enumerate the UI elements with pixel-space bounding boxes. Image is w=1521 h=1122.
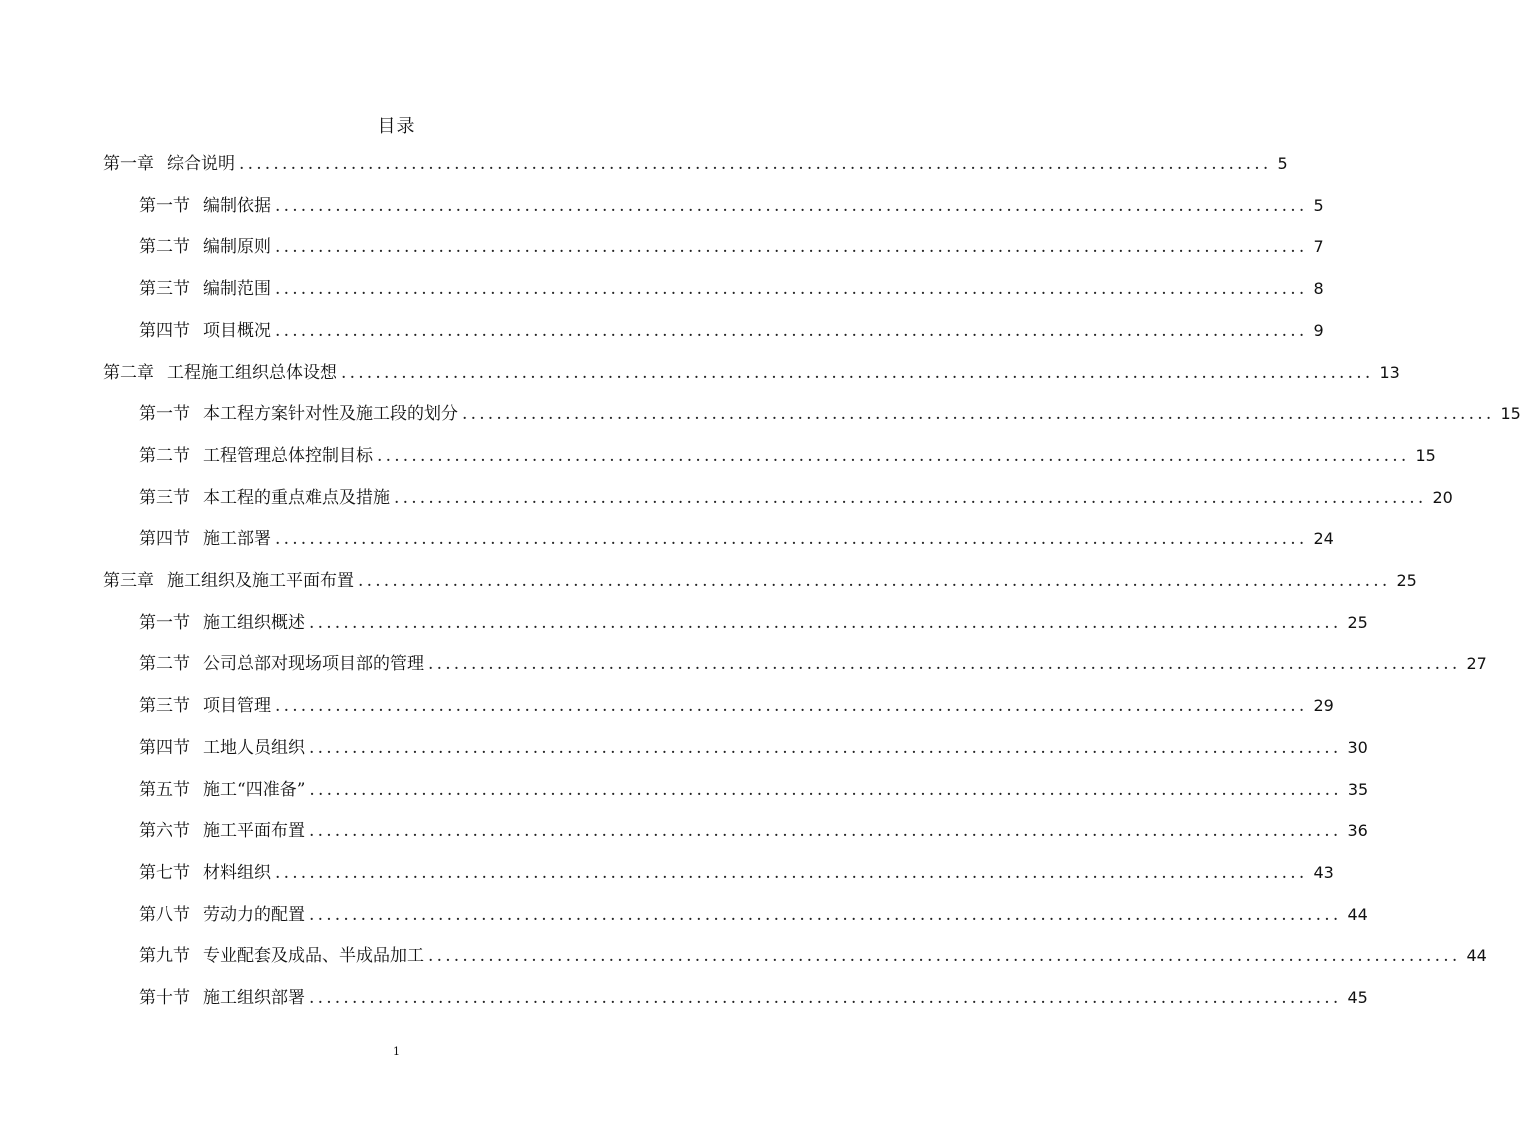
toc-section-entry[interactable] <box>139 194 1324 218</box>
entry-label <box>139 611 305 635</box>
entry-number: 第九节 <box>139 946 190 966</box>
dot-leader: ........................................................................................................................ <box>358 571 1391 591</box>
entry-title: 本工程的重点难点及措施 <box>203 488 390 508</box>
entry-page-number: 8 <box>1313 279 1324 298</box>
toc-section-entry[interactable] <box>139 694 1334 718</box>
entry-page-number: 29 <box>1313 696 1334 715</box>
entry-title: 项目管理 <box>203 696 271 716</box>
entry-title: 施工组织概述 <box>203 613 305 633</box>
dot-leader: ........................................................................................................................ <box>394 488 1427 508</box>
toc-section-entry[interactable] <box>139 861 1334 885</box>
entry-page-number: 9 <box>1313 321 1324 340</box>
dot-leader: ........................................................................................................................ <box>309 613 1342 633</box>
toc-section-entry[interactable] <box>139 444 1436 468</box>
dot-leader: ........................................................................................................................ <box>309 780 1342 800</box>
entry-page-number: 43 <box>1313 863 1334 882</box>
entry-number: 第二节 <box>139 446 190 466</box>
entry-label <box>139 235 271 259</box>
entry-page-number: 5 <box>1277 154 1288 173</box>
toc-section-entry[interactable] <box>139 819 1368 843</box>
dot-leader: ........................................................................................................................ <box>309 821 1342 841</box>
entry-label <box>139 444 373 468</box>
entry-number: 第十节 <box>139 988 190 1008</box>
entry-page-number: 45 <box>1347 988 1368 1007</box>
entry-page-number: 44 <box>1466 946 1487 965</box>
toc-chapter-entry[interactable] <box>103 152 1288 176</box>
entry-page-number: 36 <box>1347 821 1368 840</box>
entry-page-number: 7 <box>1313 237 1324 256</box>
dot-leader: ........................................................................................................................ <box>239 154 1272 174</box>
entry-label <box>139 527 271 551</box>
entry-number: 第一节 <box>139 404 190 424</box>
entry-title: 施工平面布置 <box>203 821 305 841</box>
dot-leader: ........................................................................................................................ <box>309 988 1342 1008</box>
entry-number: 第二节 <box>139 654 190 674</box>
entry-number: 第一节 <box>139 196 190 216</box>
entry-title: 施工组织及施工平面布置 <box>167 571 354 591</box>
entry-page-number: 25 <box>1396 571 1417 590</box>
dot-leader: ........................................................................................................................ <box>275 529 1308 549</box>
toc-section-entry[interactable] <box>139 319 1324 343</box>
entry-page-number: 13 <box>1379 363 1400 382</box>
entry-label <box>139 277 271 301</box>
entry-page-number: 5 <box>1313 196 1324 215</box>
entry-number: 第八节 <box>139 905 190 925</box>
entry-label <box>139 903 305 927</box>
entry-number: 第三节 <box>139 279 190 299</box>
toc-section-entry[interactable] <box>139 235 1324 259</box>
entry-label <box>139 861 271 885</box>
entry-label <box>139 736 305 760</box>
dot-leader: ........................................................................................................................ <box>275 321 1308 341</box>
entry-number: 第三节 <box>139 488 190 508</box>
dot-leader: ........................................................................................................................ <box>275 696 1308 716</box>
entry-title: 材料组织 <box>203 863 271 883</box>
entry-title: 编制依据 <box>203 196 271 216</box>
entry-page-number: 35 <box>1347 780 1369 799</box>
entry-label <box>139 652 424 676</box>
entry-title: 项目概况 <box>203 321 271 341</box>
entry-page-number: 44 <box>1347 905 1368 924</box>
dot-leader: ........................................................................................................................ <box>428 654 1461 674</box>
toc-section-entry[interactable] <box>139 486 1453 510</box>
dot-leader: ........................................................................................................................ <box>275 237 1308 257</box>
toc-section-entry[interactable] <box>139 944 1487 968</box>
entry-title: 施工组织部署 <box>203 988 305 1008</box>
dot-leader: ........................................................................................................................ <box>462 404 1495 424</box>
dot-leader: ........................................................................................................................ <box>309 738 1342 758</box>
toc-section-entry[interactable] <box>139 527 1334 551</box>
toc-title: 目录 <box>377 116 416 137</box>
toc-section-entry[interactable] <box>139 652 1487 676</box>
dot-leader: ........................................................................................................................ <box>341 363 1374 383</box>
entry-label <box>103 152 235 176</box>
toc-chapter-entry[interactable] <box>103 569 1417 593</box>
entry-number: 第四节 <box>139 529 190 549</box>
entry-number: 第四节 <box>139 738 190 758</box>
entry-page-number: 27 <box>1466 654 1487 673</box>
toc-section-entry[interactable] <box>139 778 1369 802</box>
entry-number: 第三章 <box>103 571 154 591</box>
entry-title: 施工部署 <box>203 529 271 549</box>
toc-chapter-entry[interactable] <box>103 361 1400 385</box>
entry-label <box>139 778 305 802</box>
dot-leader: ........................................................................................................................ <box>309 905 1342 925</box>
entry-title: 施工“四准备” <box>203 780 306 800</box>
entry-title: 综合说明 <box>167 154 235 174</box>
entry-page-number: 24 <box>1313 529 1334 548</box>
page-number: 1 <box>393 1045 400 1058</box>
toc-section-entry[interactable] <box>139 402 1521 426</box>
entry-number: 第七节 <box>139 863 190 883</box>
entry-number: 第四节 <box>139 321 190 341</box>
entry-label <box>139 819 305 843</box>
entry-title: 工程管理总体控制目标 <box>203 446 373 466</box>
entry-number: 第六节 <box>139 821 190 841</box>
entry-title: 本工程方案针对性及施工段的划分 <box>203 404 458 424</box>
toc-section-entry[interactable] <box>139 736 1368 760</box>
dot-leader: ........................................................................................................................ <box>275 863 1308 883</box>
entry-page-number: 15 <box>1415 446 1436 465</box>
entry-title: 工程施工组织总体设想 <box>167 363 337 383</box>
entry-number: 第二节 <box>139 237 190 257</box>
entry-page-number: 15 <box>1500 404 1521 423</box>
entry-page-number: 20 <box>1432 488 1453 507</box>
dot-leader: ........................................................................................................................ <box>377 446 1410 466</box>
entry-label <box>103 361 337 385</box>
entry-label <box>139 944 424 968</box>
entry-title: 专业配套及成品、半成品加工 <box>203 946 424 966</box>
toc-section-entry[interactable] <box>139 903 1368 927</box>
entry-number: 第三节 <box>139 696 190 716</box>
entry-label <box>139 319 271 343</box>
entry-label <box>139 402 458 426</box>
entry-title: 公司总部对现场项目部的管理 <box>203 654 424 674</box>
entry-number: 第五节 <box>139 780 190 800</box>
entry-title: 工地人员组织 <box>203 738 305 758</box>
entry-label <box>139 194 271 218</box>
entry-title: 劳动力的配置 <box>203 905 305 925</box>
entry-page-number: 30 <box>1347 738 1368 757</box>
entry-number: 第一节 <box>139 613 190 633</box>
entry-label <box>103 569 354 593</box>
entry-label <box>139 986 305 1010</box>
toc-section-entry[interactable] <box>139 277 1324 301</box>
entry-label <box>139 486 390 510</box>
entry-number: 第二章 <box>103 363 154 383</box>
dot-leader: ........................................................................................................................ <box>428 946 1461 966</box>
entry-label <box>139 694 271 718</box>
toc-section-entry[interactable] <box>139 611 1368 635</box>
toc-section-entry[interactable] <box>139 986 1368 1010</box>
entry-title: 编制原则 <box>203 237 271 257</box>
entry-number: 第一章 <box>103 154 154 174</box>
entry-page-number: 25 <box>1347 613 1368 632</box>
dot-leader: ........................................................................................................................ <box>275 279 1308 299</box>
dot-leader: ........................................................................................................................ <box>275 196 1308 216</box>
entry-title: 编制范围 <box>203 279 271 299</box>
